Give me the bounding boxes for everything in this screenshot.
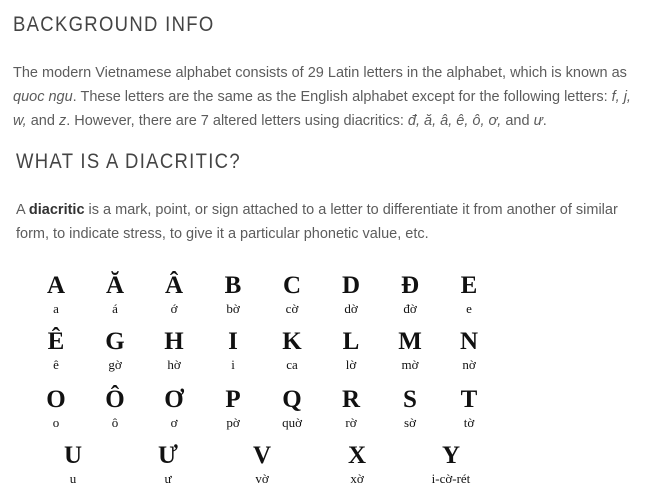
alphabet-letter-name: i	[231, 357, 235, 372]
alphabet-letter: Ơ	[164, 386, 184, 413]
alphabet-letter: Đ	[400, 272, 420, 299]
alphabet-cell	[322, 442, 392, 487]
alphabet-letter-name: mờ	[401, 357, 419, 372]
alphabet-letter: R	[341, 386, 361, 413]
alphabet-letter-name: o	[52, 415, 60, 430]
alphabet-cell	[434, 272, 504, 317]
alphabet-letter-name: ê	[53, 357, 59, 372]
alphabet-letter-name: tờ	[463, 415, 475, 430]
section-title-what-is-diacritic: WHAT IS A DIACRITIC?	[16, 150, 241, 173]
alphabet-letter-name: pờ	[226, 415, 240, 430]
alphabet-letter: L	[342, 328, 360, 355]
alphabet-letter: D	[341, 272, 361, 299]
alphabet-letter: X	[347, 442, 367, 469]
alphabet-cell	[227, 442, 297, 487]
alphabet-letter: K	[282, 328, 302, 355]
alphabet-letter: Q	[282, 386, 302, 413]
alphabet-letter-name: u	[69, 471, 77, 486]
alphabet-letter: B	[224, 272, 242, 299]
alphabet-cell	[133, 442, 203, 487]
background-paragraph: The modern Vietnamese alphabet consists of 29 Latin letters in the alphabet, which is known as quoc ngu. These letters are the same as the English alphabet except for the following letters: f, j, w, and z. However, there are 7 altered letters using diacritics: đ, ă, â, ê, ô, ơ, and ư.	[13, 65, 631, 129]
alphabet-cell	[434, 328, 504, 373]
alphabet-letter: A	[46, 272, 66, 299]
alphabet-letter: T	[460, 386, 478, 413]
alphabet-letter-name: dờ	[344, 301, 358, 316]
alphabet-letter: N	[459, 328, 479, 355]
alphabet-letter-name: e	[466, 301, 472, 316]
alphabet-cell	[416, 442, 486, 487]
alphabet-letter-name: ư	[164, 471, 172, 486]
alphabet-letter-name: ớ	[170, 301, 178, 316]
alphabet-letter-name: xờ	[350, 471, 364, 486]
alphabet-letter: Â	[164, 272, 184, 299]
alphabet-letter: P	[225, 386, 241, 413]
alphabet-letter-name: lờ	[345, 357, 357, 372]
alphabet-letter: E	[460, 272, 478, 299]
alphabet-cell	[434, 386, 504, 431]
alphabet-letter: G	[105, 328, 125, 355]
alphabet-letter-name: vờ	[255, 471, 269, 486]
alphabet-letter: Ư	[158, 442, 178, 469]
alphabet-letter: H	[164, 328, 184, 355]
alphabet-cell	[38, 442, 108, 487]
alphabet-letter-name: quờ	[282, 415, 302, 430]
alphabet-letter-name: ơ	[170, 415, 178, 430]
section-title-background-info: BACKGROUND INFO	[13, 13, 215, 36]
diacritic-definition-paragraph: A diacritic is a mark, point, or sign attached to a letter to differentiate it from another of similar form, to indicate stress, to give it a particular phonetic value, etc.	[16, 202, 618, 242]
alphabet-letter: Y	[441, 442, 461, 469]
alphabet-letter: U	[63, 442, 83, 469]
alphabet-letter-name: a	[53, 301, 59, 316]
alphabet-letter: C	[282, 272, 302, 299]
alphabet-letter: I	[228, 328, 238, 355]
alphabet-letter: V	[252, 442, 272, 469]
alphabet-letter: O	[46, 386, 66, 413]
alphabet-letter-name: hờ	[167, 357, 181, 372]
alphabet-letter-name: sờ	[404, 415, 416, 430]
alphabet-letter-name: ô	[111, 415, 119, 430]
alphabet-letter: Ô	[105, 386, 125, 413]
alphabet-letter: Ă	[105, 272, 125, 299]
alphabet-letter-name: rờ	[345, 415, 357, 430]
alphabet-letter-name: gờ	[108, 357, 122, 372]
alphabet-letter-name: cờ	[285, 301, 299, 316]
alphabet-letter-name: i-cờ-rét	[431, 471, 471, 486]
alphabet-letter-name: nờ	[462, 357, 476, 372]
alphabet-letter-name: đờ	[403, 301, 417, 316]
alphabet-letter-name: ca	[286, 357, 298, 372]
alphabet-letter: M	[398, 328, 422, 355]
alphabet-letter: S	[403, 386, 417, 413]
alphabet-letter-name: bờ	[226, 301, 240, 316]
alphabet-letter-name: á	[112, 301, 118, 316]
alphabet-letter: Ê	[47, 328, 65, 355]
